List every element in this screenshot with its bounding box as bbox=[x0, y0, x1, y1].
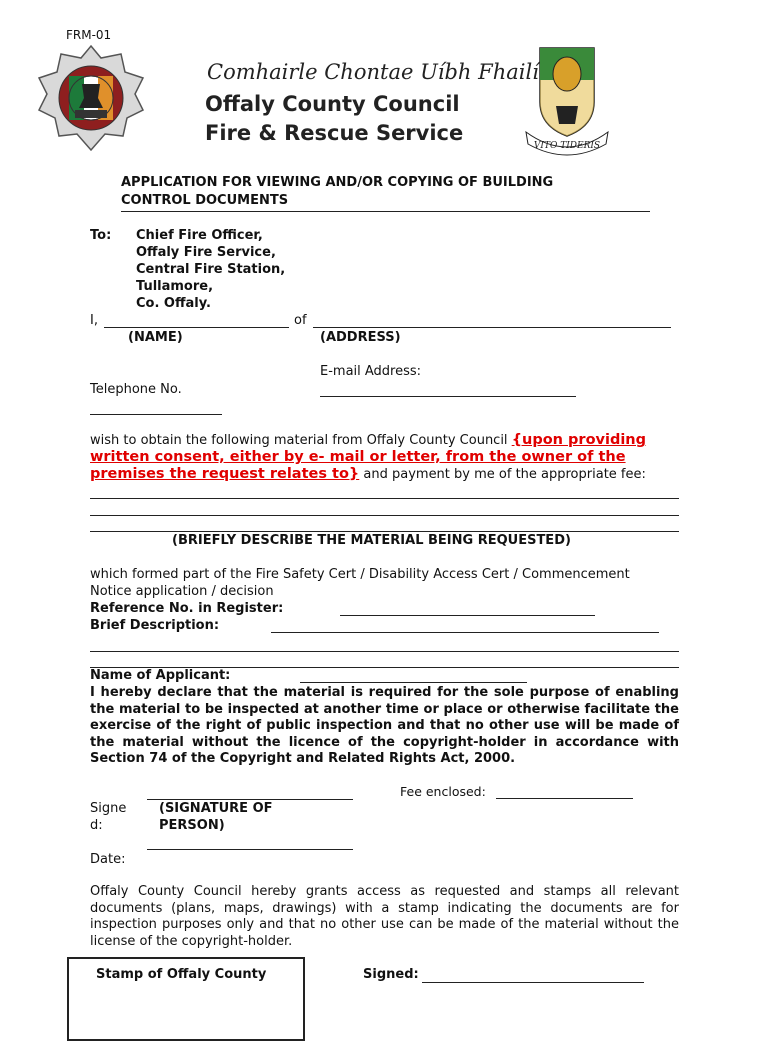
fee-label: Fee enclosed: bbox=[400, 784, 486, 799]
origin-line-2: Notice application / decision bbox=[90, 584, 274, 599]
address-field[interactable] bbox=[313, 327, 671, 328]
applicant-name-label: Name of Applicant: bbox=[90, 668, 231, 683]
form-title-line1: APPLICATION FOR VIEWING AND/OR COPYING OF BUILDING bbox=[121, 175, 554, 190]
consent-condition: {upon providing written consent, either by e- mail or letter, from the owner of the premises the request relates to} bbox=[90, 432, 647, 482]
reference-field[interactable] bbox=[340, 615, 595, 616]
crest-motto: VITO TIDERIS bbox=[533, 141, 601, 151]
signed-label: Signe bbox=[90, 801, 127, 816]
material-line-2[interactable] bbox=[90, 515, 679, 516]
name-caption: (NAME) bbox=[128, 330, 183, 345]
stamp-label: Stamp of Offaly County bbox=[96, 967, 267, 982]
telephone-label: Telephone No. bbox=[90, 382, 182, 397]
recipient-line: Central Fire Station, bbox=[136, 262, 286, 277]
council-crest bbox=[520, 44, 614, 158]
email-field[interactable] bbox=[320, 396, 576, 397]
stamp-box bbox=[67, 957, 305, 1041]
name-field[interactable] bbox=[104, 327, 289, 328]
to-label: To: bbox=[90, 228, 112, 243]
signature-caption-cont: PERSON) bbox=[159, 818, 225, 833]
origin-line-1: which formed part of the Fire Safety Cert / Disability Access Cert / Commencement bbox=[90, 567, 630, 582]
recipient-line: Chief Fire Officer, bbox=[136, 228, 263, 243]
brief-description-line-2[interactable] bbox=[90, 651, 679, 652]
request-intro: wish to obtain the following material from Offaly County Council bbox=[90, 433, 512, 448]
telephone-field[interactable] bbox=[90, 414, 222, 415]
of-label: of bbox=[294, 313, 307, 328]
email-label: E-mail Address: bbox=[320, 364, 422, 379]
describe-caption: (BRIEFLY DESCRIBE THE MATERIAL BEING REQUESTED) bbox=[172, 533, 571, 548]
recipient-line: Offaly Fire Service, bbox=[136, 245, 276, 260]
recipient-line: Co. Offaly. bbox=[136, 296, 211, 311]
request-fee-text: and payment by me of the appropriate fee: bbox=[359, 467, 646, 482]
service-name: Fire & Rescue Service bbox=[205, 121, 464, 145]
date-label: Date: bbox=[90, 852, 126, 867]
signature-caption: (SIGNATURE OF bbox=[159, 801, 273, 816]
applicant-name-field[interactable] bbox=[300, 682, 527, 683]
fire-service-badge bbox=[30, 44, 152, 152]
address-caption: (ADDRESS) bbox=[320, 330, 401, 345]
reference-label: Reference No. in Register: bbox=[90, 601, 284, 616]
footer-signed-label: Signed: bbox=[363, 967, 419, 982]
i-label: I, bbox=[90, 313, 98, 328]
material-line-1[interactable] bbox=[90, 498, 679, 499]
fee-field[interactable] bbox=[496, 798, 633, 799]
date-field[interactable] bbox=[147, 849, 353, 850]
council-name: Offaly County Council bbox=[205, 92, 460, 116]
declaration-text: I hereby declare that the material is required for the sole purpose of enabling the material to be inspected at another time or place or otherwise facilitate the exercise of the right of public inspection and that no other use will be made of the material without the licence of the copyright-holder in accordance with Section 74 of the Copyright and Related Rights Act, 2000. bbox=[90, 685, 679, 767]
irish-council-name: Comhairle Chontae Uíbh Fhailí bbox=[207, 60, 539, 84]
form-title-line2: CONTROL DOCUMENTS bbox=[121, 193, 289, 208]
brief-description-label: Brief Description: bbox=[90, 618, 220, 633]
footer-signed-field[interactable] bbox=[422, 982, 644, 983]
brief-description-field[interactable] bbox=[271, 632, 659, 633]
grant-text: Offaly County Council hereby grants access as requested and stamps all relevant documents (plans, maps, drawings) with a stamp indicating the documents are for inspection purposes only and that no other use can be made of the material without the license of the copyright-holder. bbox=[90, 884, 679, 949]
material-line-3[interactable] bbox=[90, 531, 679, 532]
signed-label-cont: d: bbox=[90, 818, 103, 833]
recipient-line: Tullamore, bbox=[136, 279, 214, 294]
request-paragraph bbox=[90, 432, 680, 483]
signature-field[interactable] bbox=[147, 799, 353, 800]
form-code: FRM-01 bbox=[66, 28, 112, 42]
